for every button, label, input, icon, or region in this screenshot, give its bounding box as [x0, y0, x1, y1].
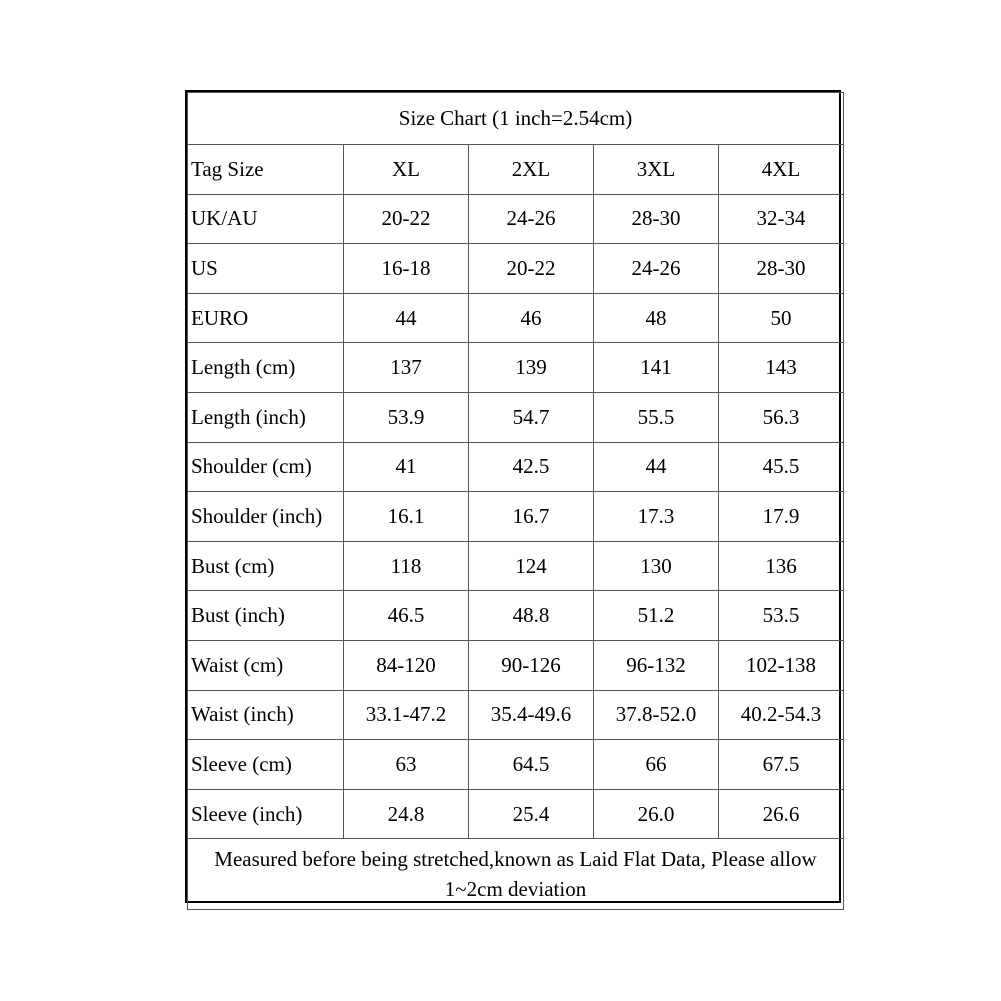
cell-value: 33.1-47.2 [344, 690, 469, 740]
cell-value: 16.1 [344, 492, 469, 542]
chart-title: Size Chart (1 inch=2.54cm) [188, 93, 844, 145]
cell-value: 44 [344, 293, 469, 343]
cell-value: 56.3 [719, 392, 844, 442]
row-length-cm [188, 343, 844, 393]
cell-value: 37.8-52.0 [594, 690, 719, 740]
cell-value: 64.5 [469, 740, 594, 790]
cell-value: 24-26 [594, 244, 719, 294]
cell-value: 130 [594, 541, 719, 591]
cell-value: 53.9 [344, 392, 469, 442]
row-label: Waist (cm) [188, 640, 344, 690]
cell-value: 25.4 [469, 789, 594, 839]
row-label: Sleeve (inch) [188, 789, 344, 839]
row-bust-cm [188, 541, 844, 591]
cell-value: 96-132 [594, 640, 719, 690]
row-shoulder-inch [188, 492, 844, 542]
cell-value: 28-30 [719, 244, 844, 294]
deviation-note: Measured before being stretched,known as Laid Flat Data, Please allow 1~2cm deviation [188, 839, 844, 910]
cell-value: 50 [719, 293, 844, 343]
row-label: US [188, 244, 344, 294]
row-label: UK/AU [188, 194, 344, 244]
row-sleeve-cm [188, 740, 844, 790]
cell-value: 51.2 [594, 591, 719, 641]
cell-value: 35.4-49.6 [469, 690, 594, 740]
row-sleeve-inch [188, 789, 844, 839]
title-row [188, 93, 844, 145]
cell-value: 26.6 [719, 789, 844, 839]
cell-value: 54.7 [469, 392, 594, 442]
cell-value: 24-26 [469, 194, 594, 244]
cell-value: 55.5 [594, 392, 719, 442]
cell-value: 20-22 [344, 194, 469, 244]
header-label: Tag Size [188, 145, 344, 195]
row-label: Waist (inch) [188, 690, 344, 740]
cell-value: 66 [594, 740, 719, 790]
cell-value: 118 [344, 541, 469, 591]
row-label: Bust (inch) [188, 591, 344, 641]
row-shoulder-cm [188, 442, 844, 492]
cell-value: 141 [594, 343, 719, 393]
cell-value: 17.9 [719, 492, 844, 542]
row-label: Bust (cm) [188, 541, 344, 591]
row-label: Shoulder (inch) [188, 492, 344, 542]
cell-value: 45.5 [719, 442, 844, 492]
cell-value: 102-138 [719, 640, 844, 690]
cell-value: 28-30 [594, 194, 719, 244]
cell-value: 90-126 [469, 640, 594, 690]
row-length-inch [188, 392, 844, 442]
cell-value: 63 [344, 740, 469, 790]
cell-value: 32-34 [719, 194, 844, 244]
cell-value: 42.5 [469, 442, 594, 492]
row-uk-au [188, 194, 844, 244]
cell-value: 139 [469, 343, 594, 393]
row-label: EURO [188, 293, 344, 343]
row-label: Length (cm) [188, 343, 344, 393]
cell-value: 44 [594, 442, 719, 492]
cell-value: 46.5 [344, 591, 469, 641]
row-waist-cm [188, 640, 844, 690]
cell-value: 84-120 [344, 640, 469, 690]
cell-value: 48 [594, 293, 719, 343]
cell-value: 26.0 [594, 789, 719, 839]
cell-value: 16-18 [344, 244, 469, 294]
header-row [188, 145, 844, 195]
row-bust-inch [188, 591, 844, 641]
size-header-2xl: 2XL [469, 145, 594, 195]
row-euro [188, 293, 844, 343]
cell-value: 40.2-54.3 [719, 690, 844, 740]
cell-value: 124 [469, 541, 594, 591]
cell-value: 67.5 [719, 740, 844, 790]
row-label: Sleeve (cm) [188, 740, 344, 790]
row-label: Length (inch) [188, 392, 344, 442]
row-waist-inch [188, 690, 844, 740]
size-chart [185, 90, 841, 903]
cell-value: 53.5 [719, 591, 844, 641]
row-us [188, 244, 844, 294]
cell-value: 24.8 [344, 789, 469, 839]
cell-value: 136 [719, 541, 844, 591]
size-header-4xl: 4XL [719, 145, 844, 195]
cell-value: 17.3 [594, 492, 719, 542]
cell-value: 48.8 [469, 591, 594, 641]
cell-value: 20-22 [469, 244, 594, 294]
cell-value: 46 [469, 293, 594, 343]
size-table [187, 92, 844, 910]
cell-value: 41 [344, 442, 469, 492]
size-header-xl: XL [344, 145, 469, 195]
row-label: Shoulder (cm) [188, 442, 344, 492]
cell-value: 16.7 [469, 492, 594, 542]
size-header-3xl: 3XL [594, 145, 719, 195]
cell-value: 137 [344, 343, 469, 393]
note-row [188, 839, 844, 910]
cell-value: 143 [719, 343, 844, 393]
